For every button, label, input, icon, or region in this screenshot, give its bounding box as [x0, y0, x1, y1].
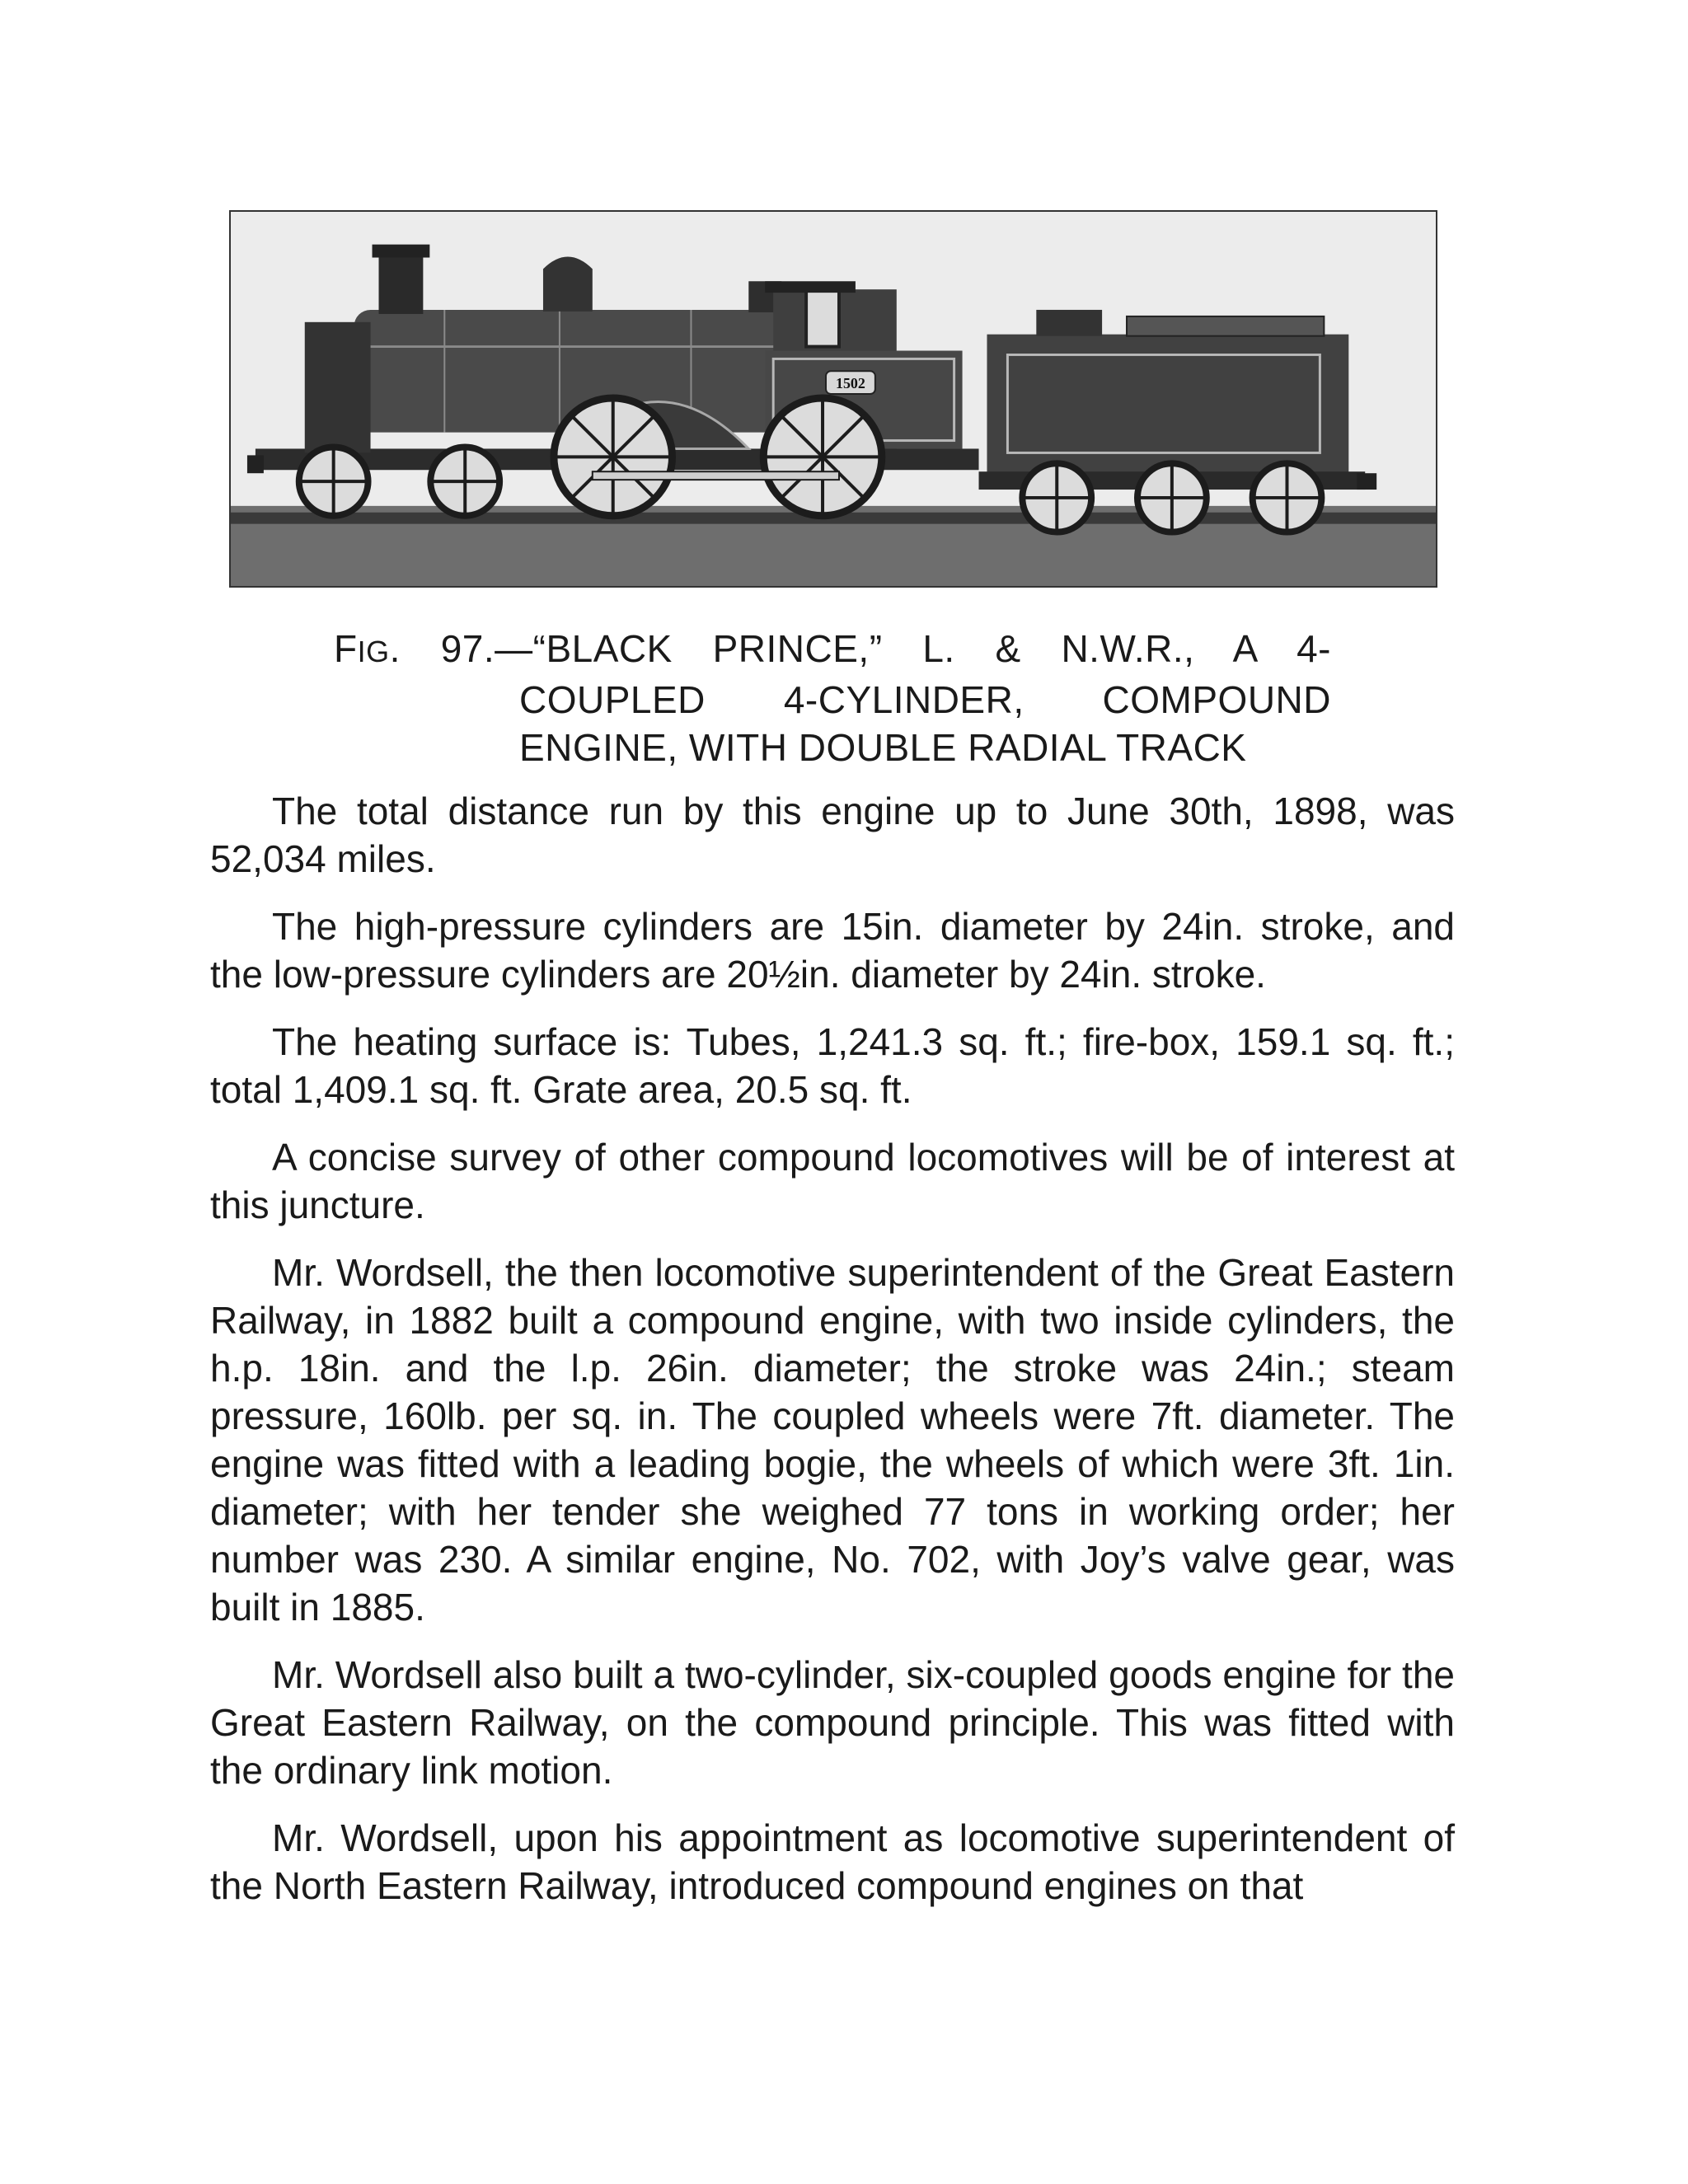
paragraph: The heating surface is: Tubes, 1,241.3 sq. ft.; fire-box, 159.1 sq. ft.; total 1,409.1 sq. ft. Grate area, 20.5 sq. ft.: [210, 1020, 1455, 1111]
paragraph: Mr. Wordsell, the then locomotive superintendent of the Great Eastern Railway, in 1882 built a compound engine, with two inside cylinders, the h.p. 18in. and the l.p. 26in. diameter; the stroke was 24in.; steam pressure, 160lb. per sq. in. The coupled wheels were 7ft. diameter. The engine was fitted with a leading bogie, the wheels of which were 3ft. 1in. diameter; with her tender she weighed 77 tons in working order; her number was 230. A similar engine, No. 702, with Joy’s valve gear, was built in 1885.: [210, 1251, 1455, 1629]
figure-caption: [334, 625, 1331, 771]
caption-line-2: COUPLED 4-CYLINDER, COMPOUND: [519, 678, 1331, 721]
paragraph: The high-pressure cylinders are 15in. diameter by 24in. stroke, and the low-pressure cylinders are 20½in. diameter by 24in. stroke.: [210, 905, 1455, 996]
caption-line-1: [334, 625, 1331, 676]
figure-number: . 97.—: [389, 627, 533, 670]
paragraph: A concise survey of other compound locomotives will be of interest at this juncture.: [210, 1136, 1455, 1226]
figure-label-rest: IG: [357, 635, 390, 668]
paragraph: Mr. Wordsell also built a two-cylinder, six-coupled goods engine for the Great Eastern Railway, on the compound principle. This was fitted with the ordinary link motion.: [210, 1653, 1455, 1792]
paragraph: Mr. Wordsell, upon his appointment as locomotive superintendent of the North Eastern Railway, introduced compound engines on that: [210, 1816, 1455, 1907]
caption-line-3: ENGINE, WITH DOUBLE RADIAL TRACK: [519, 726, 1247, 769]
locomotive-illustration: [231, 212, 1436, 586]
paragraph: The total distance run by this engine up to June 30th, 1898, was 52,034 miles.: [210, 790, 1455, 880]
engine-number-plate: 1502: [836, 375, 865, 392]
figure-label-initial: F: [334, 627, 358, 670]
body-text: [210, 787, 1455, 1929]
locomotive-photograph: [229, 210, 1437, 588]
caption-text-1: “BLACK PRINCE,” L. & N.W.R., A 4-: [532, 627, 1331, 670]
